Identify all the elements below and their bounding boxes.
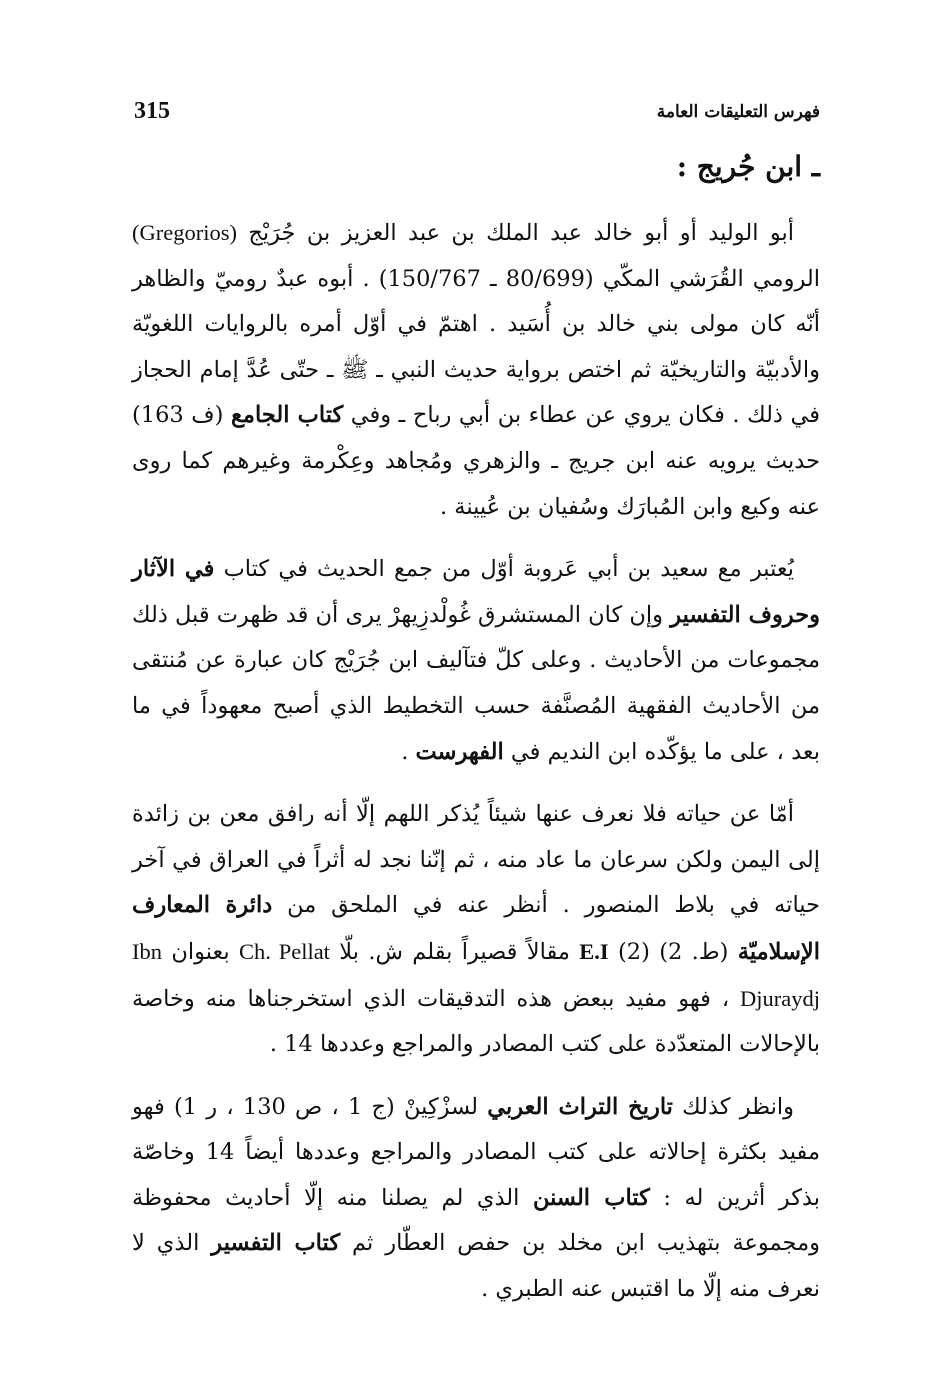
latin-text-segment: (Gregorios) bbox=[132, 220, 237, 245]
bold-text-segment: دائرة المعارف الإسلاميّة bbox=[132, 892, 821, 965]
latin-text-segment: Ch. Pellat bbox=[239, 938, 330, 964]
text-segment: . bbox=[401, 738, 416, 765]
text-segment: يُعتبر مع سعيد بن أبي عَروبة أوّل من جمع الحديث في كتاب bbox=[214, 556, 794, 583]
running-header-title: فهرس التعليقات العامة bbox=[656, 102, 820, 122]
text-segment: أمّا عن حياته فلا نعرف عنها شيئاً يُذكر اللهم إلّا أنه رافق معن بن زائدة إلى اليمن ولكن سرعان ما عاد منه ، ثم إنّنا نجد له أثراً في العراق في آخر حياته في بلاط المنصور . أنظر عنه في الملحق من bbox=[132, 801, 820, 919]
text-segment: أبو الوليد أو أبو خالد عبد الملك بن عبد العزيز بن جُرَيْج bbox=[236, 220, 794, 246]
text-segment: وإن كان المستشرق غُولْدزِيهرْ يرى أن قد ظهرت قبل ذلك مجموعات من الأحاديث . وعلى كلّ فتآليف ابن جُرَيْج كان عبارة عن مُنتقى من الأحاديث الفقهية المُصنَّفة حسب التخطيط الذي أصبح معهوداً في ما بعد ، على ما يؤكّده ابن النديم في bbox=[132, 601, 820, 765]
paragraph bbox=[132, 547, 820, 775]
text-segment: الرومي القُرَشي المكّي (80/699 ـ 150/767) . أبوه عبدٌ روميّ والظاهر أنّه كان مولى بني خالد بن أُسَيد . اهتمّ في أوّل أمره بالروايات اللغويّة والأدبيّة والتاريخيّة ثم اختص برواية حديث النبي ـ ﷺ ـ حتّى عُدَّ إمام الحجاز في ذلك . فكان يروي عن عطاء بن أبي رباح ـ وفي bbox=[132, 265, 820, 429]
bold-text-segment: في الآثار وحروف التفسير bbox=[132, 556, 820, 628]
text-segment: الذي لا نعرف منه إلّا ما اقتبس عنه الطبري . bbox=[132, 1230, 820, 1303]
bold-text-segment: كتاب السنن bbox=[532, 1184, 650, 1211]
paragraph bbox=[132, 792, 820, 1068]
entry-body bbox=[132, 210, 820, 1313]
text-segment: لسزْكِينْ (ج 1 ، ص 130 ، ر 1) فهو مفيد بكثرة إحالاته على كتب المصادر والمراجع وعددها أيضاً 14 وخاصّة بذكر أثرين له : bbox=[132, 1093, 820, 1211]
bold-text-segment: تاريخ التراث العربي bbox=[487, 1093, 673, 1120]
bold-text-segment: E.I bbox=[579, 938, 609, 964]
bold-text-segment: كتاب التفسير bbox=[211, 1230, 341, 1257]
bold-text-segment: كتاب الجامع bbox=[230, 402, 344, 429]
paragraph bbox=[132, 1085, 820, 1313]
text-segment: ، فهو مفيد ببعض هذه التدقيقات الذي استخرجناها منه وخاصة بالإحالات المتعدّدة على كتب المصادر والمراجع وعددها 14 . bbox=[132, 985, 820, 1058]
text-segment: الذي لم يصلنا منه إلّا أحاديث محفوظة ومجموعة بتهذيب ابن مخلد بن حفص العطّار ثم bbox=[132, 1184, 820, 1257]
entry-heading: ـ ابن جُريج : bbox=[676, 150, 820, 183]
page-number: 315 bbox=[134, 98, 170, 124]
text-segment: وانظر كذلك bbox=[672, 1093, 794, 1120]
latin-text-segment: Ibn Djuraydj bbox=[132, 938, 820, 1011]
paragraph bbox=[132, 210, 820, 530]
text-segment: بعنوان bbox=[162, 938, 239, 965]
running-header bbox=[134, 96, 820, 132]
text-segment: (ط. 2) (2) bbox=[608, 938, 738, 965]
text-segment: مقالاً قصيراً بقلم ش. بلّا bbox=[329, 938, 580, 965]
bold-text-segment: الفهرست bbox=[415, 738, 504, 765]
text-segment: (ف 163) حديث يرويه عنه ابن جريج ـ والزهري ومُجاهد وعِكْرمة وغيرهم كما روى عنه وكيع وابن المُبارَك وسُفيان بن عُيينة . bbox=[132, 402, 820, 520]
